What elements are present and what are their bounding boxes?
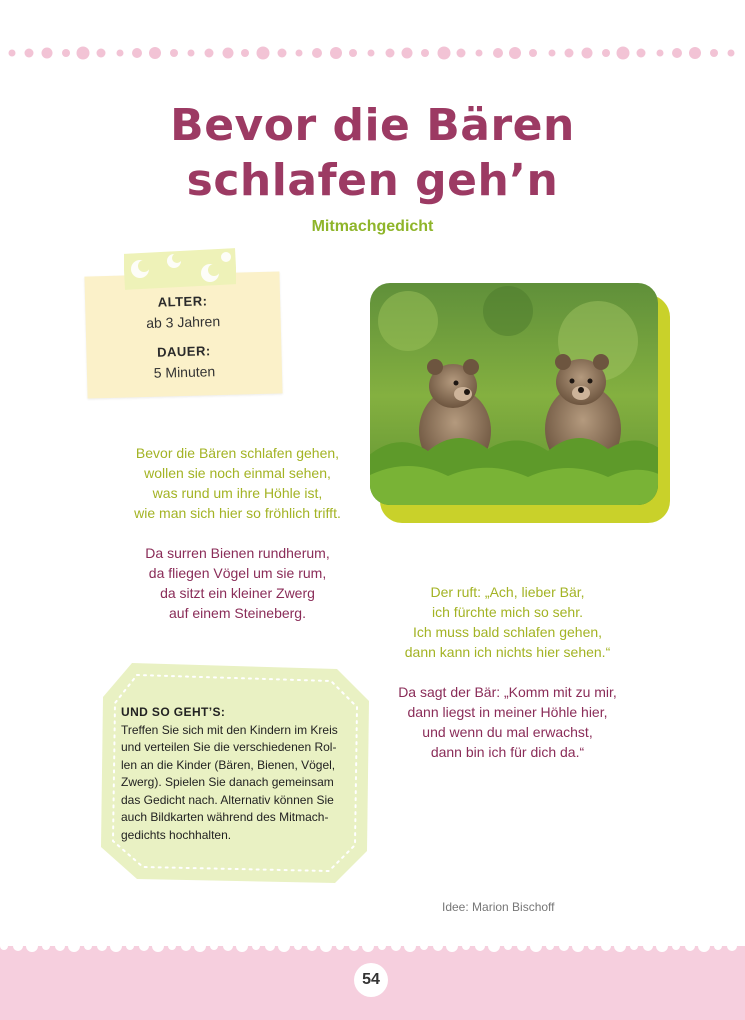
footer-dot xyxy=(462,942,470,950)
footer-dot xyxy=(307,941,317,951)
decor-dot xyxy=(62,49,70,57)
decor-dot xyxy=(241,49,249,57)
decor-dot xyxy=(9,50,16,57)
decor-dot xyxy=(42,48,53,59)
footer-dot xyxy=(433,941,443,951)
footer-dot xyxy=(223,941,233,951)
footer-dot xyxy=(559,941,569,951)
footer-dot xyxy=(378,942,386,950)
decor-dot xyxy=(672,48,682,58)
footer-dot xyxy=(152,940,164,952)
footer-dot xyxy=(698,940,710,952)
poem-line: da sitzt ein kleiner Zwerg xyxy=(160,585,315,601)
decor-dot xyxy=(617,47,630,60)
poem-line: was rund um ihre Höhle ist, xyxy=(152,485,323,501)
duration-label: DAUER: xyxy=(156,343,211,360)
decor-dot xyxy=(368,50,375,57)
poem-line: Der ruft: „Ach, lieber Bär, xyxy=(430,584,585,600)
footer-dot xyxy=(517,941,527,951)
decor-dot xyxy=(602,49,610,57)
howto-line: gedichts hochhalten. xyxy=(121,827,232,842)
howto-line: auch Bildkarten während des Mitmach- xyxy=(121,810,329,824)
decor-dot xyxy=(278,49,287,58)
footer-dot xyxy=(252,942,260,950)
howto-line: len an die Kinder (Bären, Bienen, Vögel, xyxy=(121,757,336,772)
poem-stanza-1 xyxy=(100,443,375,523)
decor-dot xyxy=(223,48,234,59)
poem-line: wollen sie noch einmal sehen, xyxy=(144,465,331,481)
poem-line: wie man sich hier so fröhlich trifft. xyxy=(134,505,341,521)
decor-dot xyxy=(25,49,34,58)
footer-dot xyxy=(475,941,485,951)
decor-dot xyxy=(349,49,357,57)
poem-left xyxy=(100,443,375,643)
footer-dot xyxy=(55,941,65,951)
footer-dot xyxy=(84,942,92,950)
decor-dot xyxy=(637,49,646,58)
decor-dot xyxy=(402,48,413,59)
poem-line: dann kann ich nichts hier sehen.“ xyxy=(404,644,611,660)
footer-dot xyxy=(614,940,626,952)
page-title xyxy=(0,98,745,208)
howto-line: das Gedicht nach. Alternativ können Sie xyxy=(121,792,334,807)
poem-line: Da surren Bienen rundherum, xyxy=(145,545,330,561)
title-line-1: Bevor die Bären xyxy=(170,100,575,151)
footer-dot xyxy=(656,940,668,952)
decor-dot xyxy=(296,50,303,57)
page-number: 54 xyxy=(354,963,388,997)
decor-dot xyxy=(312,48,322,58)
decor-dot xyxy=(149,47,161,59)
footer-dot xyxy=(294,942,302,950)
howto-line: Zwerg). Spielen Sie danach gemeinsam xyxy=(121,775,334,789)
poem-line: Ich muss bald schlafen gehen, xyxy=(412,624,603,640)
decor-dot xyxy=(457,49,466,58)
footer-dot xyxy=(320,940,332,952)
footer-dot xyxy=(68,940,80,952)
bear-cubs-photo xyxy=(368,281,672,526)
footer-dot xyxy=(672,942,680,950)
credit: Idee: Marion Bischoff xyxy=(442,900,555,914)
decor-dot xyxy=(565,49,574,58)
decor-dot xyxy=(476,50,483,57)
poem-stanza-3 xyxy=(380,582,635,662)
footer-dot xyxy=(236,940,248,952)
decor-dot xyxy=(257,47,270,60)
footer-dot xyxy=(530,940,542,952)
footer-dot xyxy=(194,940,206,952)
footer-dot xyxy=(546,942,554,950)
footer-dot xyxy=(168,942,176,950)
footer-dot xyxy=(97,941,107,951)
poem-stanza-4 xyxy=(380,682,635,762)
decor-dot xyxy=(582,48,593,59)
title-line-2: schlafen geh’n xyxy=(186,155,559,206)
poem-line: Da sagt der Bär: „Komm mit zu mir, xyxy=(398,684,617,700)
footer-dot xyxy=(488,940,500,952)
footer-dot xyxy=(336,942,344,950)
howto-box xyxy=(121,704,351,844)
age-label: ALTER: xyxy=(157,293,208,310)
decor-dot xyxy=(710,49,718,57)
footer-dot xyxy=(588,942,596,950)
decor-dot xyxy=(97,49,106,58)
decor-dot xyxy=(77,47,90,60)
decor-dot xyxy=(170,49,178,57)
footer-dot xyxy=(0,942,8,950)
decor-dot xyxy=(689,47,701,59)
footer-dot xyxy=(391,941,401,951)
poem-line: und wenn du mal erwachst, xyxy=(422,724,593,740)
footer-dot xyxy=(643,941,653,951)
footer-dot xyxy=(139,941,149,951)
washi-tape-icon xyxy=(124,247,236,291)
poem-line: Bevor die Bären schlafen gehen, xyxy=(135,445,340,461)
poem-stanza-2 xyxy=(100,543,375,623)
footer-dot xyxy=(404,940,416,952)
footer-dot xyxy=(13,941,23,951)
howto-line: Treffen Sie sich mit den Kindern im Kreis xyxy=(121,722,338,737)
footer-dot xyxy=(504,942,512,950)
footer-dot xyxy=(210,942,218,950)
top-dot-border xyxy=(0,40,745,66)
poem-line: ich fürchte mich so sehr. xyxy=(432,604,583,620)
decor-dot xyxy=(549,50,556,57)
decor-dot xyxy=(438,47,451,60)
footer-dot xyxy=(572,940,584,952)
footer-dot xyxy=(630,942,638,950)
footer-dot xyxy=(446,940,458,952)
decor-dot xyxy=(132,48,142,58)
footer-dot xyxy=(420,942,428,950)
decor-dot xyxy=(509,47,521,59)
footer-dot xyxy=(42,942,50,950)
footer-dot xyxy=(362,940,374,952)
decor-dot xyxy=(205,49,214,58)
decor-dot xyxy=(529,49,537,57)
footer-dot xyxy=(110,940,122,952)
decor-dot xyxy=(657,50,664,57)
footer-dot xyxy=(278,940,290,952)
footer-dot xyxy=(727,941,737,951)
poem-line: dann liegst in meiner Höhle hier, xyxy=(407,704,608,720)
subtitle: Mitmachgedicht xyxy=(311,218,434,235)
poem-line: dann bin ich für dich da.“ xyxy=(430,744,585,760)
decor-dot xyxy=(330,47,342,59)
decor-dot xyxy=(421,49,429,57)
decor-dot xyxy=(117,50,124,57)
footer-dot xyxy=(26,940,38,952)
decor-dot xyxy=(188,50,195,57)
poem-line: da fliegen Vögel um sie rum, xyxy=(148,565,327,581)
footer-dot xyxy=(126,942,134,950)
footer-dot xyxy=(685,941,695,951)
footer-dot xyxy=(181,941,191,951)
footer-dot xyxy=(601,941,611,951)
footer-dot xyxy=(714,942,722,950)
footer-dot xyxy=(265,941,275,951)
age-value: ab 3 Jahren xyxy=(145,313,221,331)
howto-heading: UND SO GEHT’S: xyxy=(121,705,226,719)
decor-dot xyxy=(493,48,503,58)
poem-line: auf einem Steineberg. xyxy=(169,605,306,621)
howto-line: und verteilen Sie die verschiedenen Rol- xyxy=(121,740,337,754)
poem-right xyxy=(380,582,635,782)
duration-value: 5 Minuten xyxy=(153,363,216,381)
decor-dot xyxy=(386,49,395,58)
decor-dot xyxy=(728,50,735,57)
footer-dot xyxy=(349,941,359,951)
